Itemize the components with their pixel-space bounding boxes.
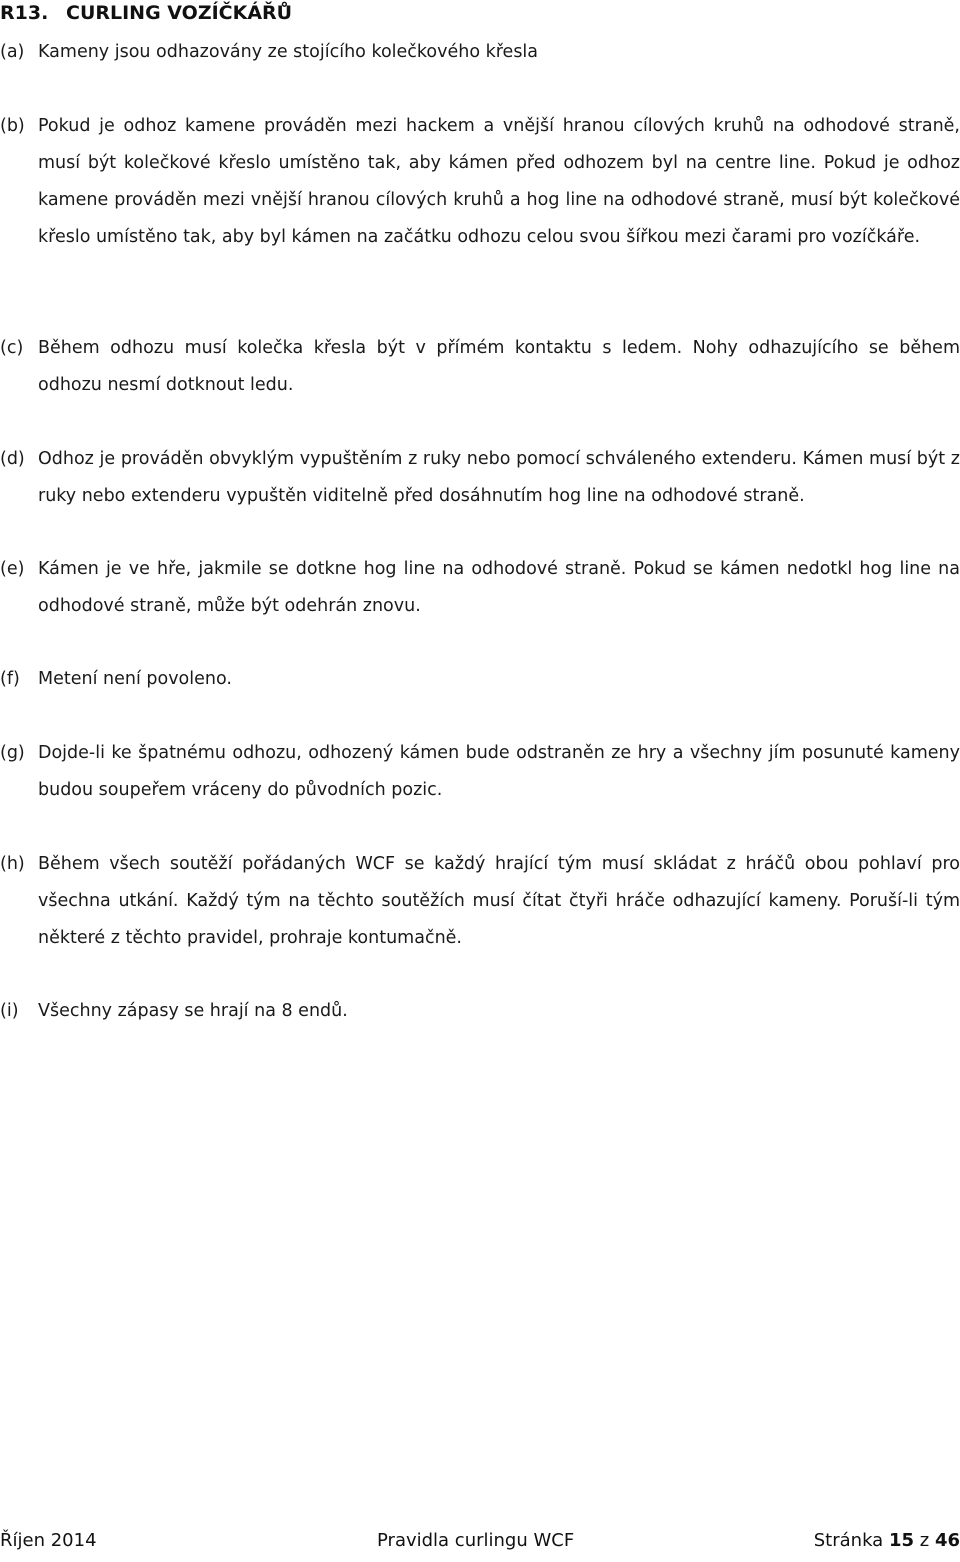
rule-f — [0, 661, 960, 698]
rule-label: (a) — [0, 42, 25, 62]
section-number: R13. — [0, 2, 49, 24]
rule-label: (e) — [0, 559, 25, 579]
footer-document-title: Pravidla curlingu WCF — [377, 1530, 575, 1551]
rule-label: (c) — [0, 338, 24, 358]
rule-i — [0, 993, 960, 1030]
rule-text: Kámen je ve hře, jakmile se dotkne hog line na odhodové straně. Pokud se kámen nedotkl hog line na odhodové straně, může být odehrán znovu. — [38, 559, 960, 616]
rule-label: (g) — [0, 743, 25, 763]
footer-page-number — [814, 1530, 960, 1551]
rule-text: Kameny jsou odhazovány ze stojícího kolečkového křesla — [38, 42, 539, 62]
rule-e — [0, 551, 960, 625]
rule-text: Metení není povoleno. — [38, 669, 232, 689]
rule-text: Během odhozu musí kolečka křesla být v přímém kontaktu s ledem. Nohy odhazujícího se během odhozu nesmí dotknout ledu. — [38, 338, 960, 395]
page-prefix: Stránka — [813, 1530, 884, 1551]
rule-label: (b) — [0, 116, 25, 136]
rule-b — [0, 108, 960, 256]
rule-text: Dojde-li ke špatnému odhozu, odhozený kámen bude odstraněn ze hry a všechny jím posunuté kameny budou soupeřem vráceny do původních pozic. — [38, 743, 960, 800]
rule-text: Odhoz je prováděn obvyklým vypuštěním z ruky nebo pomocí schváleného extenderu. Kámen musí být z ruky nebo extenderu vypuštěn viditelně před dosáhnutím hog line na odhodové straně. — [38, 449, 960, 506]
page-footer — [0, 1530, 960, 1556]
page-total: 46 — [934, 1530, 960, 1551]
rule-c — [0, 330, 960, 404]
section-title: CURLING VOZÍČKÁŘŮ — [66, 2, 293, 24]
rule-label: (h) — [0, 854, 25, 874]
page-of: z — [919, 1530, 930, 1551]
rule-text: Všechny zápasy se hrají na 8 endů. — [38, 1001, 348, 1021]
footer-date: Říjen 2014 — [0, 1530, 97, 1551]
rule-text: Pokud je odhoz kamene prováděn mezi hackem a vnější hranou cílových kruhů na odhodové straně, musí být kolečkové křeslo umístěno tak, aby kámen před odhozem byl na centre line. Pokud je odhoz kamene prováděn mezi vnější hranou cílových kruhů a hog line na odhodové straně, musí být kolečkové křeslo umístěno tak, aby byl kámen na začátku odhozu celou svou šířkou mezi čarami pro vozíčkáře. — [38, 116, 960, 247]
rule-text: Během všech soutěží pořádaných WCF se každý hrající tým musí skládat z hráčů obou pohlaví pro všechna utkání. Každý tým na těchto soutěžích musí čítat čtyři hráče odhazující kameny. Poruší-li tým některé z těchto pravidel, prohraje kontumačně. — [38, 854, 960, 948]
rule-label: (i) — [0, 1001, 19, 1021]
rule-g — [0, 735, 960, 809]
rule-d — [0, 441, 960, 515]
rule-label: (d) — [0, 449, 25, 469]
rule-label: (f) — [0, 669, 20, 689]
page-current: 15 — [888, 1530, 915, 1551]
rule-a — [0, 34, 960, 71]
section-heading — [0, 2, 292, 24]
rule-h — [0, 846, 960, 957]
